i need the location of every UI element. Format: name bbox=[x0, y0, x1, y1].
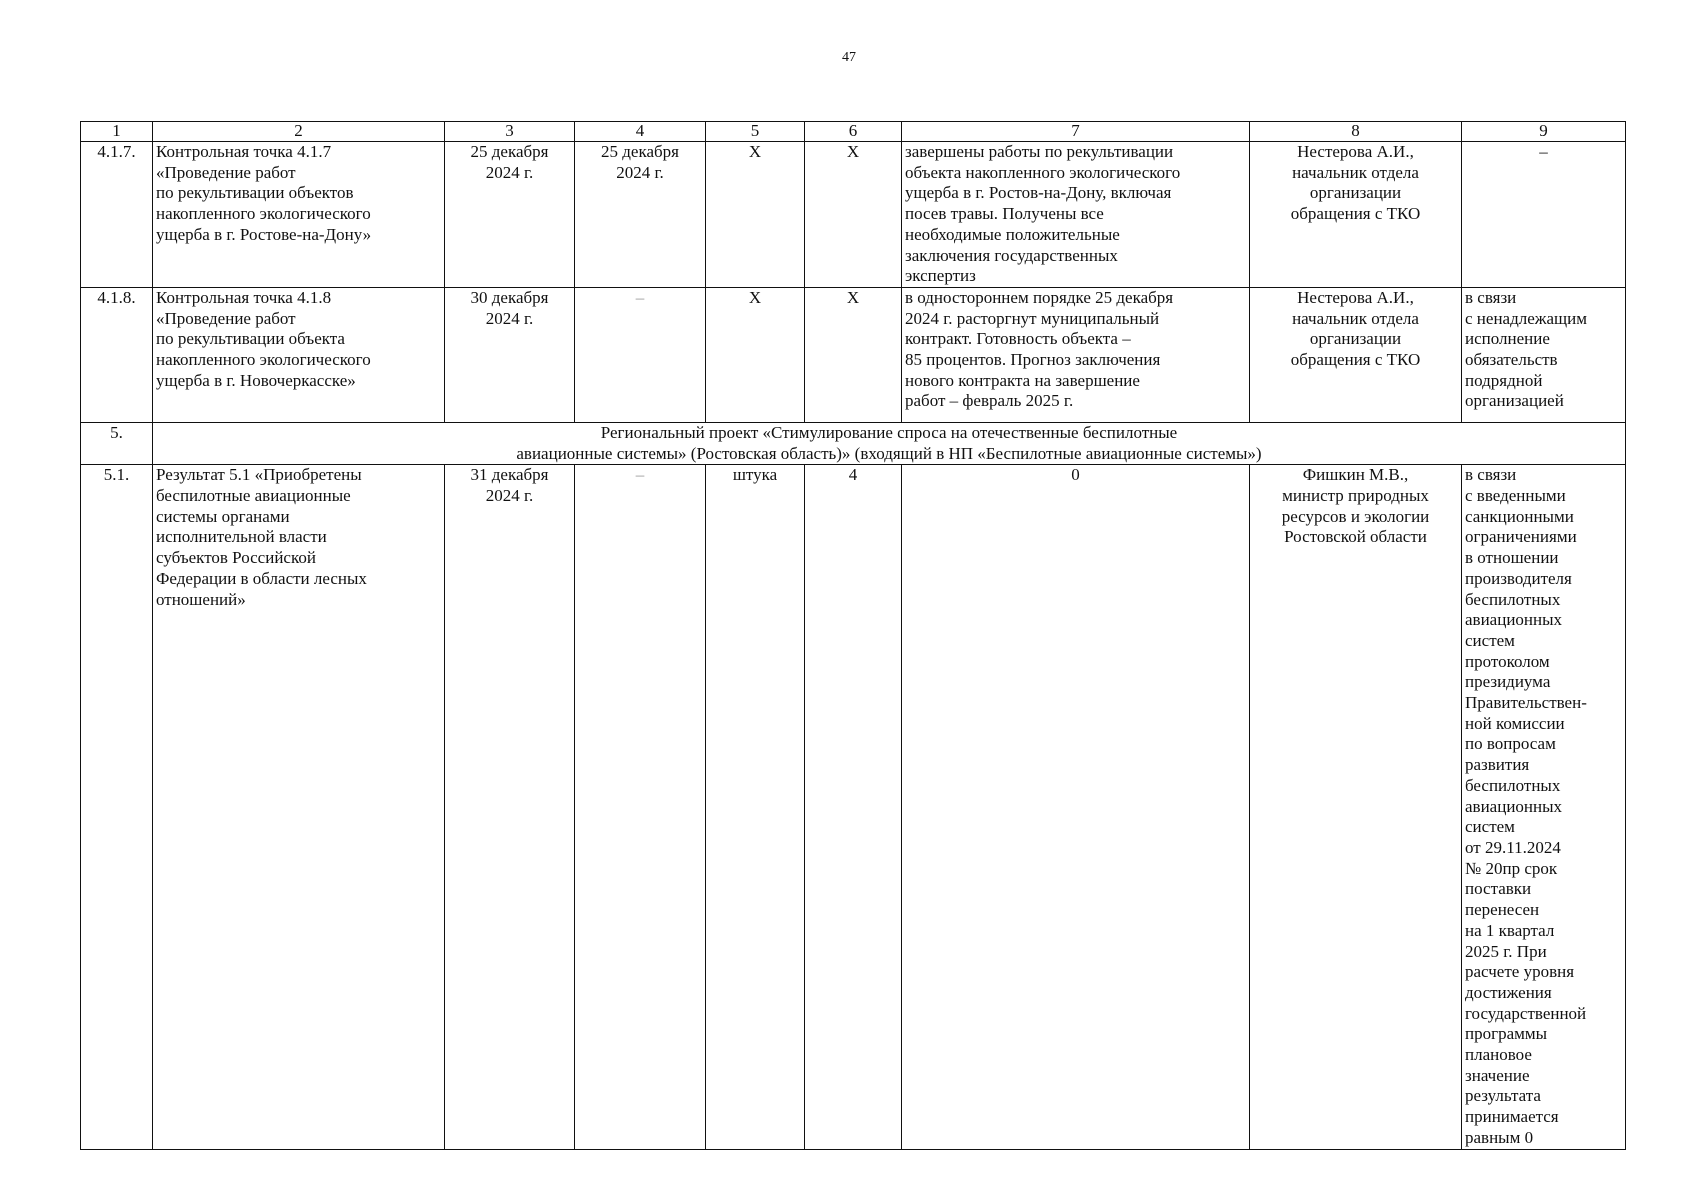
comment: в связи с введенными санкционными ограничениями в отношении производителя беспилотных авиационных систем протоколом президиума Правительствен- ной комиссии по вопросам развития беспилотных авиационных систем от 29.11.2024 № 20пр срок поставки перенесен на 1 квартал 2025 г. При расчете уровня достижения государственной программы плановое значение результата принимается равным 0 bbox=[1462, 465, 1626, 1149]
report-table bbox=[80, 121, 1626, 1150]
section-title: Региональный проект «Стимулирование спроса на отечественные беспилотные авиационные системы» (Ростовская область)» (входящий в НП «Беспилотные авиационные системы») bbox=[153, 422, 1626, 464]
row-number: 4.1.7. bbox=[81, 142, 153, 288]
row-name: Результат 5.1 «Приобретены беспилотные авиационные системы органами исполнительной власти субъектов Российской Федерации в области лесных отношений» bbox=[153, 465, 445, 1149]
table-row bbox=[81, 465, 1626, 1149]
plan-value: Х bbox=[805, 142, 902, 288]
plan-date: 30 декабря 2024 г. bbox=[445, 287, 575, 422]
comment: – bbox=[1462, 142, 1626, 288]
unit-cell: Х bbox=[706, 142, 805, 288]
column-number-1: 1 bbox=[81, 122, 153, 142]
row-number: 4.1.8. bbox=[81, 287, 153, 422]
actual-date: – bbox=[575, 287, 706, 422]
plan-date: 31 декабря 2024 г. bbox=[445, 465, 575, 1149]
status-description: завершены работы по рекультивации объекта накопленного экологического ущерба в г. Ростов-на-Дону, включая посев травы. Получены все необходимые положительные заключения государственных экспертиз bbox=[902, 142, 1250, 288]
plan-value: Х bbox=[805, 287, 902, 422]
actual-value: 0 bbox=[902, 465, 1250, 1149]
table-row bbox=[81, 287, 1626, 422]
column-number-7: 7 bbox=[902, 122, 1250, 142]
unit-cell: Х bbox=[706, 287, 805, 422]
responsible-person: Фишкин М.В., министр природных ресурсов и экологии Ростовской области bbox=[1250, 465, 1462, 1149]
unit-cell: штука bbox=[706, 465, 805, 1149]
comment: в связи с ненадлежащим исполнение обязательств подрядной организацией bbox=[1462, 287, 1626, 422]
plan-value: 4 bbox=[805, 465, 902, 1149]
column-number-2: 2 bbox=[153, 122, 445, 142]
responsible-person: Нестерова А.И., начальник отдела организации обращения с ТКО bbox=[1250, 287, 1462, 422]
actual-date: 25 декабря 2024 г. bbox=[575, 142, 706, 288]
column-number-6: 6 bbox=[805, 122, 902, 142]
column-number-4: 4 bbox=[575, 122, 706, 142]
column-number-3: 3 bbox=[445, 122, 575, 142]
section-number: 5. bbox=[81, 422, 153, 464]
row-name: Контрольная точка 4.1.7 «Проведение работ по рекультивации объектов накопленного экологического ущерба в г. Ростове-на-Дону» bbox=[153, 142, 445, 288]
row-number: 5.1. bbox=[81, 465, 153, 1149]
column-number-8: 8 bbox=[1250, 122, 1462, 142]
page-number: 47 bbox=[842, 50, 856, 65]
section-row bbox=[81, 422, 1626, 464]
column-number-row bbox=[81, 122, 1626, 142]
plan-date: 25 декабря 2024 г. bbox=[445, 142, 575, 288]
column-number-9: 9 bbox=[1462, 122, 1626, 142]
row-name: Контрольная точка 4.1.8 «Проведение работ по рекультивации объекта накопленного экологического ущерба в г. Новочеркасске» bbox=[153, 287, 445, 422]
responsible-person: Нестерова А.И., начальник отдела организации обращения с ТКО bbox=[1250, 142, 1462, 288]
column-number-5: 5 bbox=[706, 122, 805, 142]
actual-date: – bbox=[575, 465, 706, 1149]
table-row bbox=[81, 142, 1626, 288]
status-description: в одностороннем порядке 25 декабря 2024 г. расторгнут муниципальный контракт. Готовность объекта – 85 процентов. Прогноз заключения нового контракта на завершение работ – февраль 2025 г. bbox=[902, 287, 1250, 422]
